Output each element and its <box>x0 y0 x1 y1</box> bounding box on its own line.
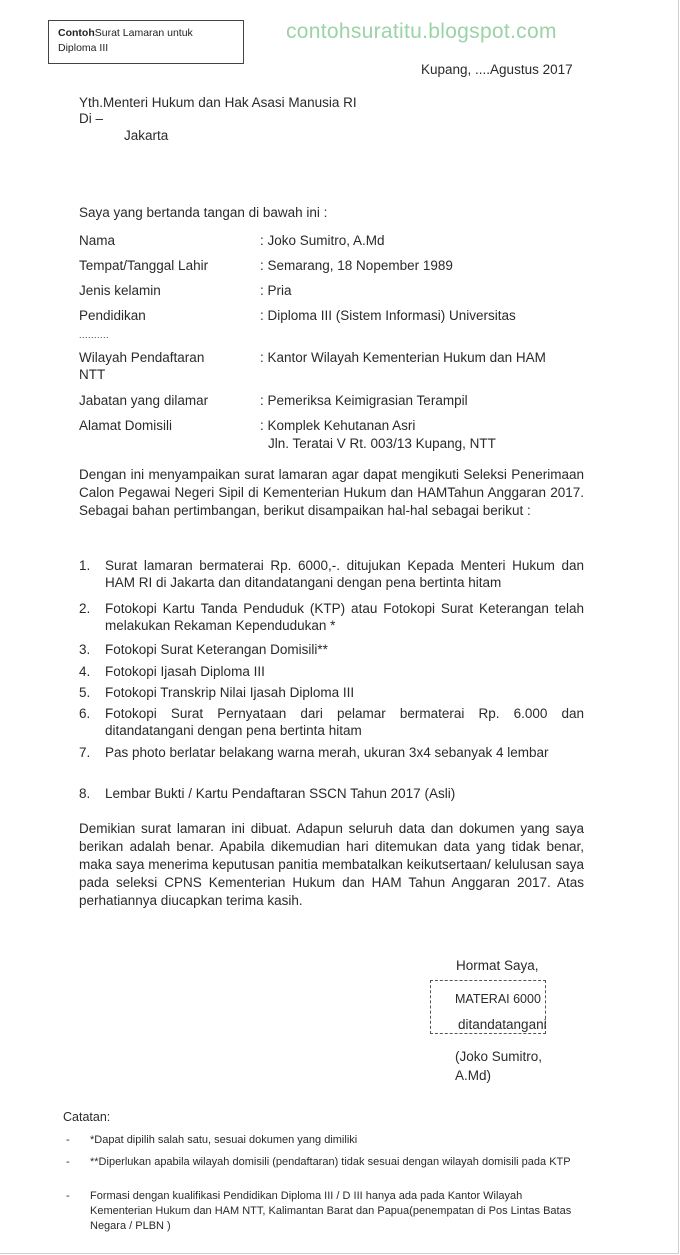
field-value: : Semarang, 18 Nopember 1989 <box>260 258 453 273</box>
list-text: Pas photo berlatar belakang warna merah, ukuran 3x4 sebanyak 4 lembar <box>105 745 549 760</box>
list-text: Lembar Bukti / Kartu Pendaftaran SSCN Tahun 2017 (Asli) <box>105 786 456 801</box>
field-value-line2: Jln. Teratai V Rt. 003/13 Kupang, NTT <box>268 436 496 451</box>
field-label: Nama <box>79 233 116 248</box>
document-type-box <box>48 20 244 64</box>
field-value: : Pemeriksa Keimigrasian Terampil <box>260 393 468 408</box>
intro-sentence: Saya yang bertanda tangan di bawah ini : <box>79 205 328 220</box>
list-number: 6. <box>79 706 91 721</box>
dotted-separator: .......... <box>79 330 110 340</box>
closing-salutation: Hormat Saya, <box>456 958 539 973</box>
document-type-line2: Diploma III <box>58 42 109 54</box>
list-number: 3. <box>79 642 91 657</box>
stamp-label: MATERAI 6000 <box>455 992 541 1006</box>
list-number: 4. <box>79 664 91 679</box>
list-item <box>79 705 584 739</box>
note-text: *Dapat dipilih salah satu, sesuai dokumen yang dimiliki <box>90 1134 358 1146</box>
recipient-line-1: Yth.Menteri Hukum dan Hak Asasi Manusia RI <box>79 95 357 110</box>
list-number: 7. <box>79 745 91 760</box>
field-value: : Kantor Wilayah Kementerian Hukum dan HAM <box>260 350 546 365</box>
note-dash: - <box>66 1190 70 1202</box>
recipient-line-2: Di – <box>79 111 104 126</box>
field-value: : Pria <box>260 283 292 298</box>
field-value: : Diploma III (Sistem Informasi) Universitas <box>260 308 516 323</box>
list-text: Surat lamaran bermaterai Rp. 6000,-. ditujukan Kepada Menteri Hukum dan HAM RI di Jakarta dan ditandatangani dengan pena bertinta hitam <box>105 558 584 590</box>
note-item <box>63 1155 583 1170</box>
field-label: Alamat Domisili <box>79 418 173 433</box>
recipient-city: Jakarta <box>124 128 169 143</box>
list-item <box>79 641 584 658</box>
note-dash: - <box>66 1134 70 1146</box>
list-item <box>79 744 584 761</box>
list-number: 5. <box>79 685 91 700</box>
list-text: Fotokopi Ijasah Diploma III <box>105 664 265 679</box>
note-text: **Diperlukan apabila wilayah domisili (pendaftaran) tidak sesuai dengan wilayah domisili pada KTP <box>90 1156 571 1168</box>
list-item <box>79 785 584 802</box>
list-item <box>79 557 584 591</box>
letter-date: Kupang, ....Agustus 2017 <box>421 62 573 77</box>
notes-title: Catatan: <box>63 1110 111 1124</box>
field-label: Jabatan yang dilamar <box>79 393 209 408</box>
field-value: : Joko Sumitro, A.Md <box>260 233 385 248</box>
field-value: : Komplek Kehutanan Asri <box>260 418 416 433</box>
list-number: 1. <box>79 558 91 573</box>
list-number: 2. <box>79 601 91 616</box>
field-label: Wilayah Pendaftaran NTT <box>79 350 205 382</box>
site-watermark: contohsuratitu.blogspot.com <box>286 20 557 43</box>
list-number: 8. <box>79 786 91 801</box>
application-paragraph: Dengan ini menyampaikan surat lamaran agar dapat mengikuti Seleksi Penerimaan Calon Pegawai Negeri Sipil di Kementerian Hukum dan HAMTahun Anggaran 2017. Sebagai bahan pertimbangan, berikut disampaikan hal-hal sebagai berikut : <box>79 467 584 518</box>
document-type-bold: Contoh <box>58 27 95 39</box>
signature-note: ditandatangani <box>458 1017 547 1032</box>
field-label: Tempat/Tanggal Lahir <box>79 258 209 273</box>
note-item <box>63 1133 583 1148</box>
list-item <box>79 600 584 634</box>
document-type-rest: Surat Lamaran untuk <box>94 27 193 39</box>
list-text: Fotokopi Surat Keterangan Domisili** <box>105 642 328 657</box>
list-text: Fotokopi Kartu Tanda Penduduk (KTP) atau Fotokopi Surat Keterangan telah melakukan Rekaman Kependudukan * <box>105 601 584 633</box>
list-text: Fotokopi Transkrip Nilai Ijasah Diploma III <box>105 685 355 700</box>
closing-paragraph: Demikian surat lamaran ini dibuat. Adapun seluruh data dan dokumen yang saya berikan adalah benar. Apabila dikemudian hari ditemukan data yang tidak benar, maka saya menerima keputusan panitia membatalkan keikutsertaan/ kelulusan saya pada seleksi CPNS Kementerian Hukum dan HAM Tahun Anggaran 2017. Atas perhatiannya diucapkan terima kasih. <box>79 821 584 908</box>
list-item <box>79 684 584 701</box>
list-text: Fotokopi Surat Pernyataan dari pelamar bermaterai Rp. 6.000 dan ditandatangani dengan pena bertinta hitam <box>105 706 584 738</box>
note-text: Formasi dengan kualifikasi Pendidikan Diploma III / D III hanya ada pada Kantor Wilayah Kementerian Hukum dan HAM NTT, Kalimantan Barat dan Papua(penempatan di Pos Lintas Batas Negara / PLBN ) <box>90 1190 572 1232</box>
note-dash: - <box>66 1156 70 1168</box>
signer-name: (Joko Sumitro, A.Md) <box>455 1049 543 1083</box>
list-item <box>79 663 584 680</box>
field-label: Pendidikan <box>79 308 146 323</box>
field-label: Jenis kelamin <box>79 283 161 298</box>
note-item <box>63 1189 583 1234</box>
